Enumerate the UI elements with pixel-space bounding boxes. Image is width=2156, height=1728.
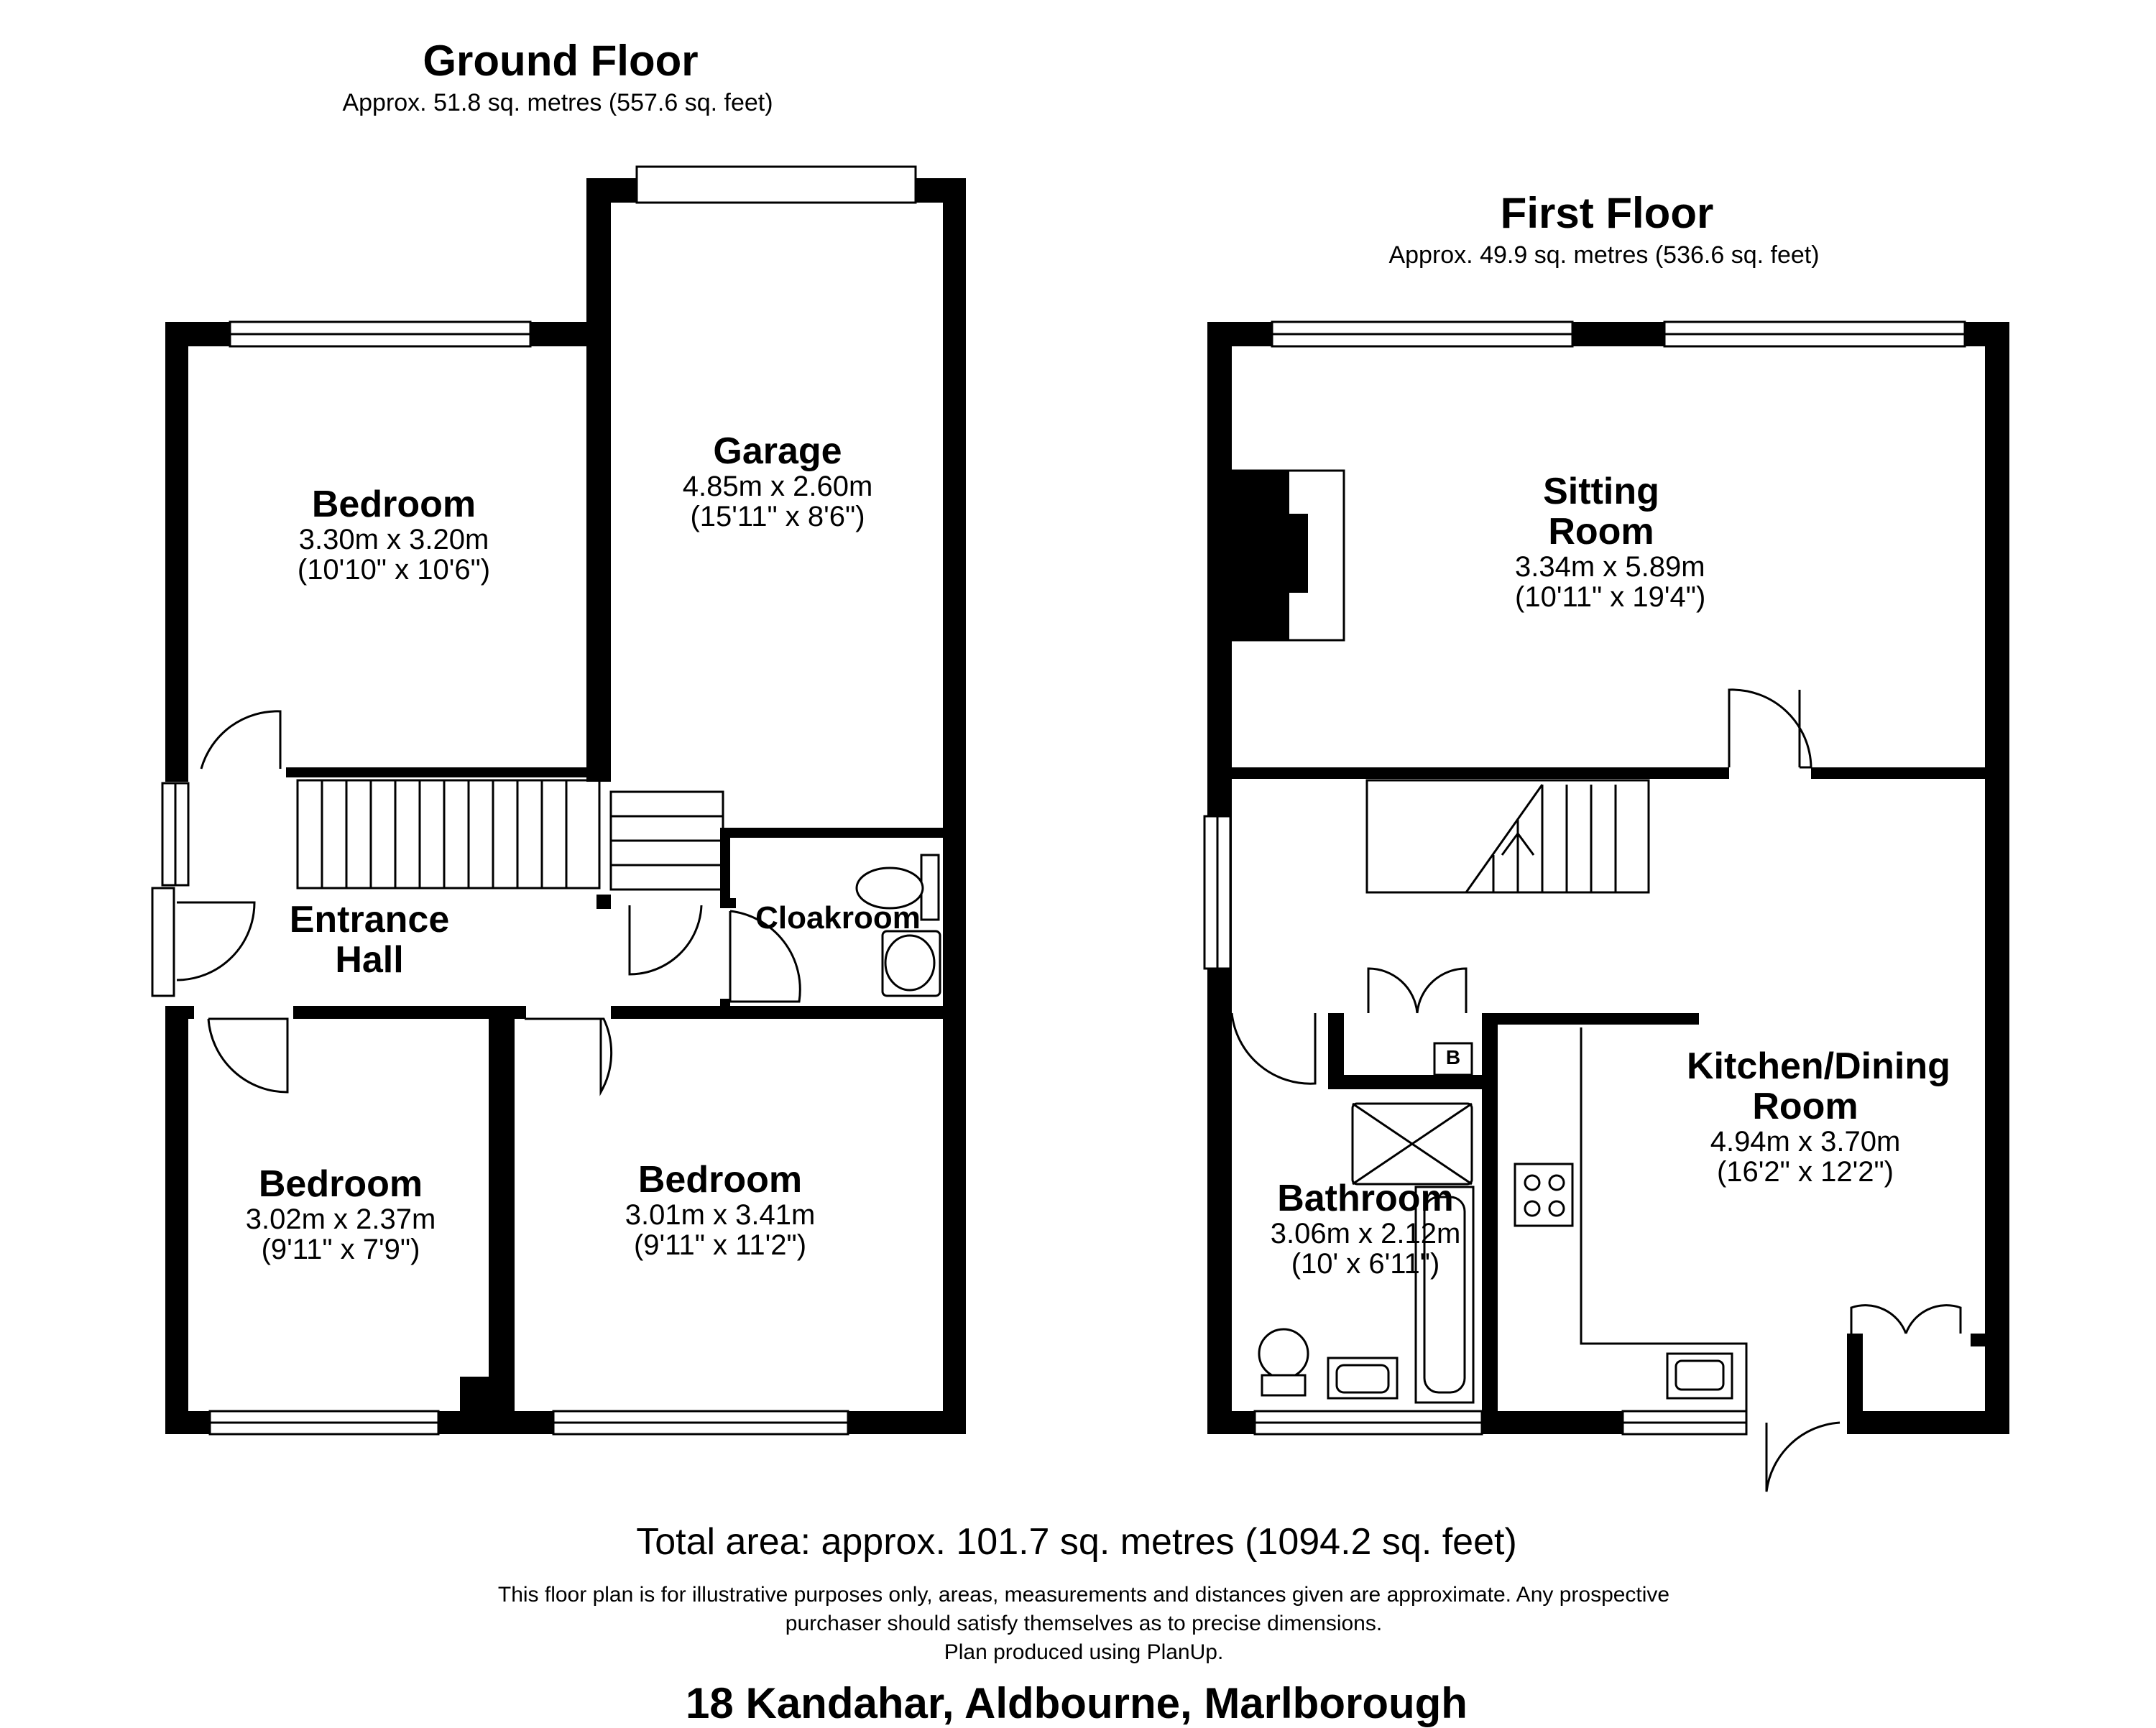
room-label-bathroom xyxy=(1271,1178,1461,1279)
disclaimer-line-2: purchaser should satisfy themselves as to precise dimensions. xyxy=(785,1612,1383,1635)
total-area: Total area: approx. 101.7 sq. metres (1094.2 sq. feet) xyxy=(636,1521,1517,1563)
room-dimensions-imperial: (10' x 6'11") xyxy=(1291,1248,1440,1280)
room-dimensions-metric: 3.01m x 3.41m xyxy=(625,1199,816,1231)
room-dimensions-imperial: (10'11" x 19'4") xyxy=(1515,581,1706,613)
room-name: Entrance Hall xyxy=(289,899,450,981)
room-name: Cloakroom xyxy=(755,900,921,935)
room-name: Bedroom xyxy=(637,1159,803,1201)
room-dimensions-metric: 3.06m x 2.12m xyxy=(1270,1218,1461,1249)
ground-floor-stairs xyxy=(298,780,723,890)
room-dimensions-metric: 3.02m x 2.37m xyxy=(245,1203,436,1235)
room-name: Bathroom xyxy=(1277,1178,1454,1219)
room-dimensions-imperial: (9'11" x 11'2") xyxy=(633,1229,807,1261)
boiler-label: B xyxy=(1445,1046,1461,1068)
room-label-bedroom-1 xyxy=(298,484,490,585)
ground-floor-area: Approx. 51.8 sq. metres (557.6 sq. feet) xyxy=(342,89,773,116)
room-label-kitchen-dining xyxy=(1687,1045,1950,1188)
room-dimensions-imperial: (16'2" x 12'2") xyxy=(1716,1156,1894,1188)
room-name: Kitchen/Dining Room xyxy=(1687,1045,1950,1127)
first-floor-stairs xyxy=(1367,780,1649,892)
room-label-entrance-hall xyxy=(272,900,466,980)
room-label-sitting-room xyxy=(1515,471,1706,613)
room-dimensions-metric: 4.85m x 2.60m xyxy=(682,471,873,502)
ground-floor-title: Ground Floor xyxy=(423,37,699,85)
room-label-cloakroom xyxy=(755,898,921,938)
room-name: Bedroom xyxy=(311,484,476,525)
disclaimer-line-1: This floor plan is for illustrative purposes only, areas, measurements and distances given are approximate. Any prospective xyxy=(497,1583,1670,1607)
room-dimensions-imperial: (15'11" x 8'6") xyxy=(690,501,865,532)
room-dimensions-metric: 3.30m x 3.20m xyxy=(298,524,489,555)
room-dimensions-imperial: (10'10" x 10'6") xyxy=(297,554,491,586)
room-label-bedroom-3 xyxy=(625,1160,816,1260)
room-label-garage xyxy=(683,431,873,532)
room-dimensions-metric: 4.94m x 3.70m xyxy=(1710,1126,1901,1158)
room-dimensions-metric: 3.34m x 5.89m xyxy=(1515,551,1705,583)
room-name: Sitting Room xyxy=(1543,471,1659,553)
first-floor-title: First Floor xyxy=(1500,189,1714,237)
disclaimer-line-3: Plan produced using PlanUp. xyxy=(944,1640,1224,1664)
first-floor-area: Approx. 49.9 sq. metres (536.6 sq. feet) xyxy=(1388,241,1820,269)
room-name: Bedroom xyxy=(258,1163,423,1205)
room-label-bedroom-2 xyxy=(246,1164,436,1265)
room-dimensions-imperial: (9'11" x 7'9") xyxy=(261,1234,420,1265)
room-name: Garage xyxy=(713,430,842,472)
property-address: 18 Kandahar, Aldbourne, Marlborough xyxy=(686,1679,1468,1727)
